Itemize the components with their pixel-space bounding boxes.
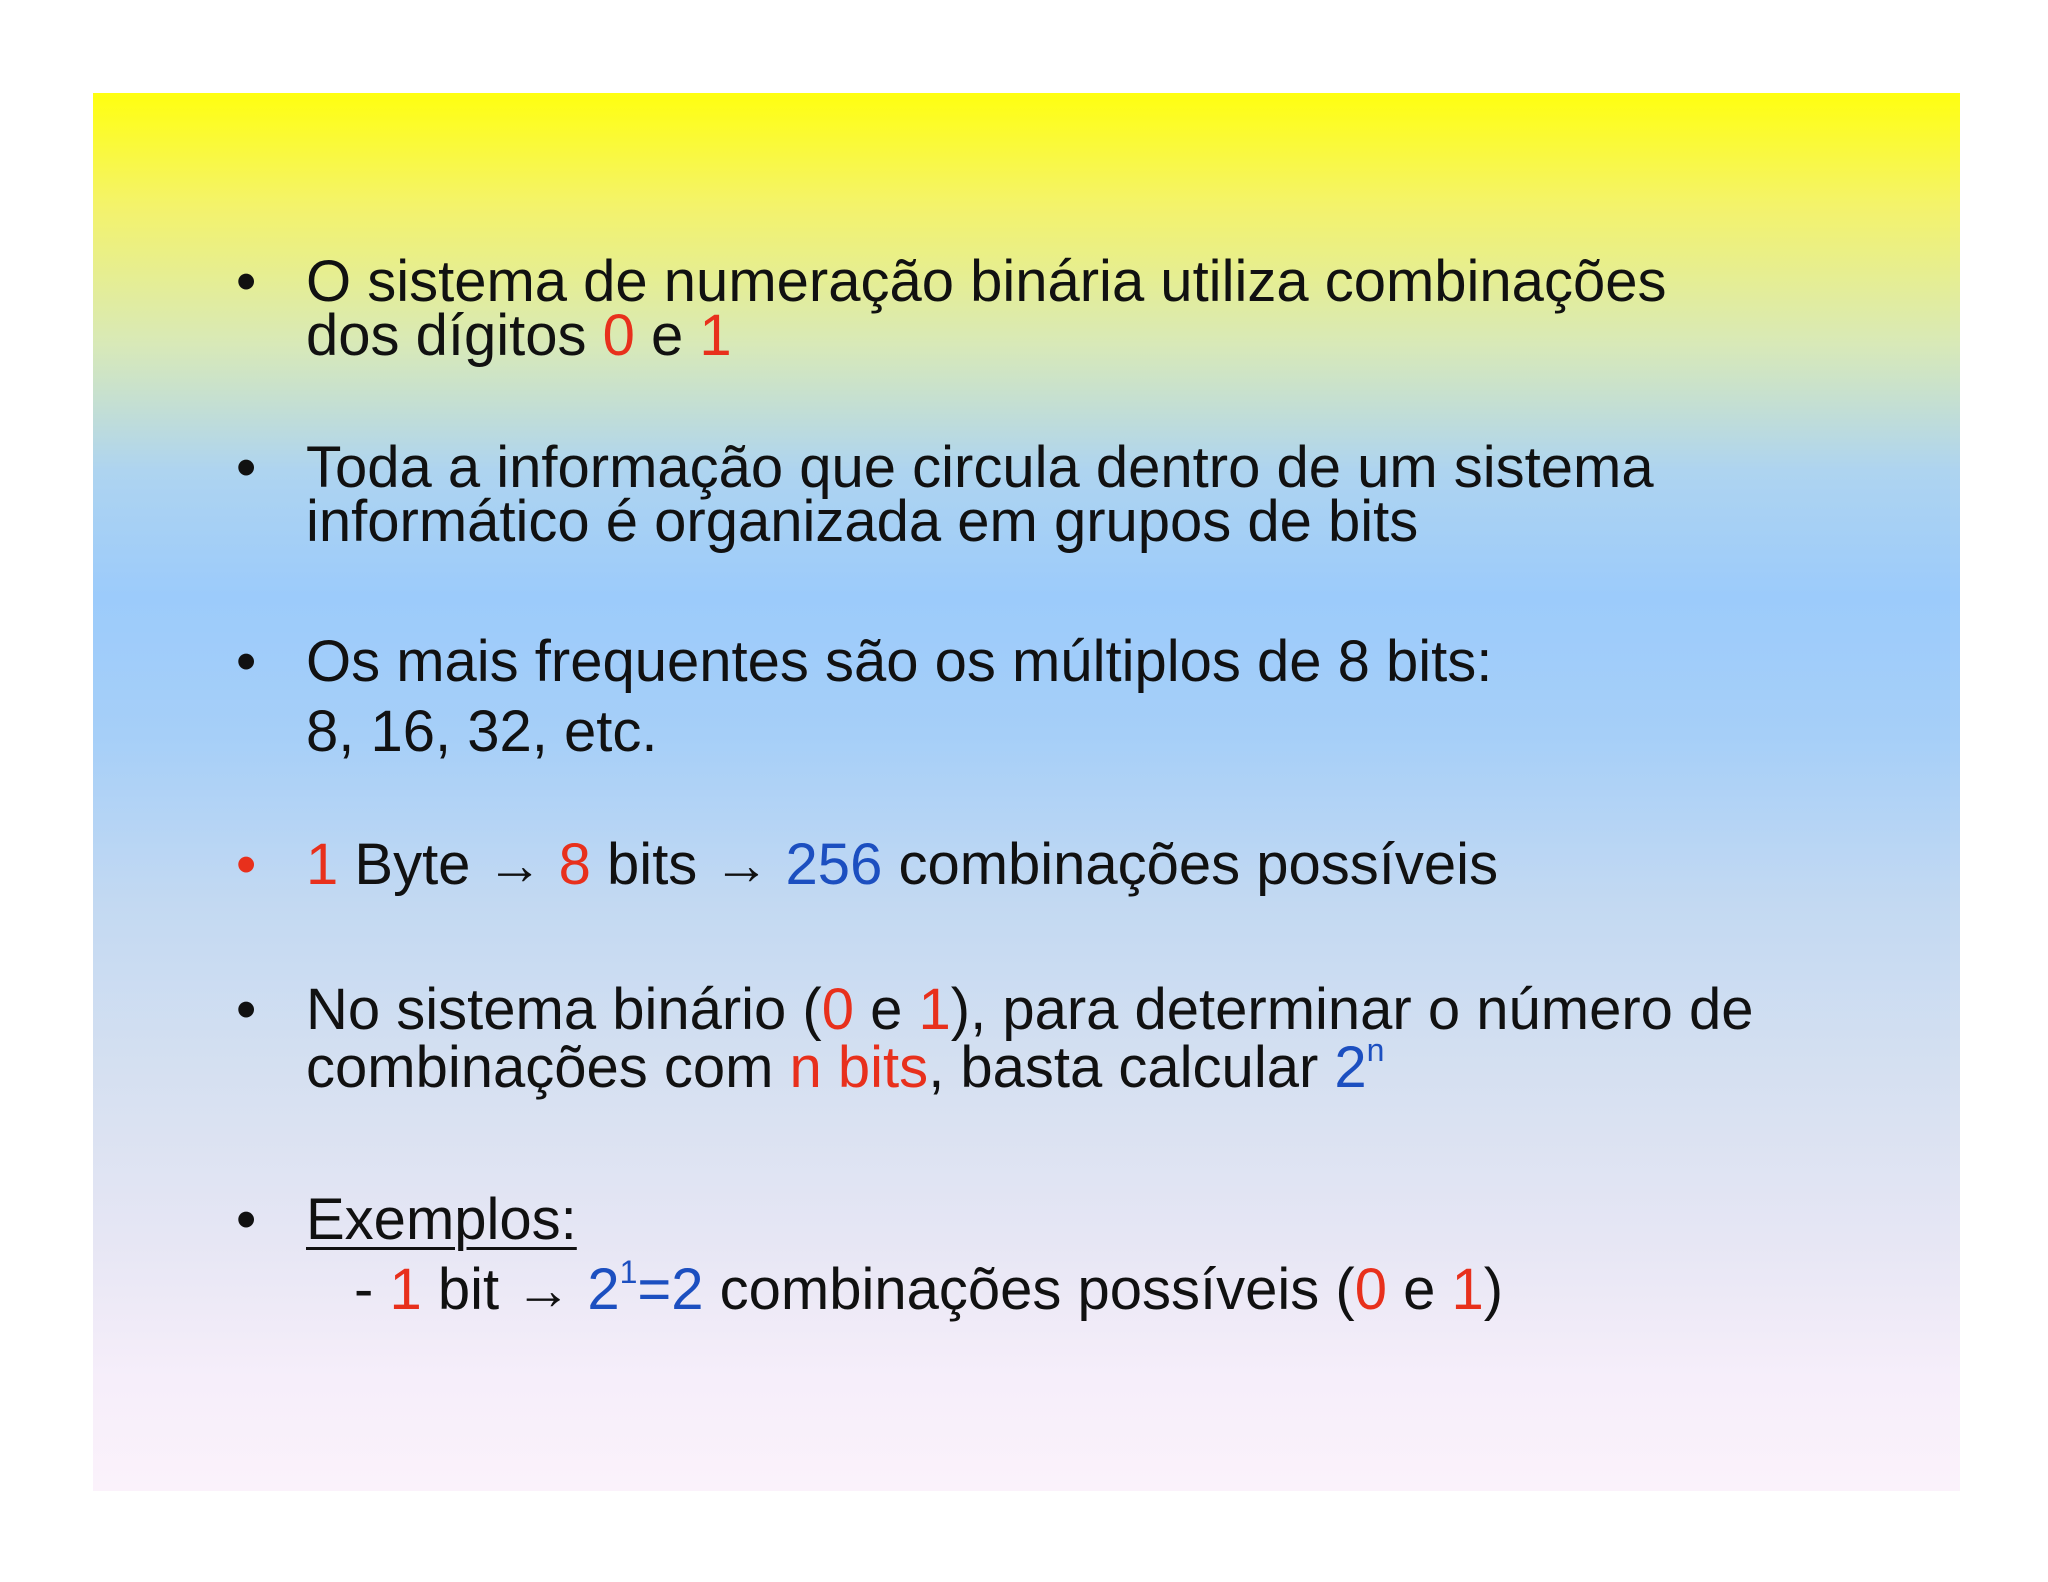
bullet-dot: •: [236, 249, 257, 314]
slide-background: [93, 93, 1960, 1491]
right-arrow-icon: →: [486, 833, 543, 896]
item-text-line: Toda a informação que circula dentro de um sistema: [306, 435, 1654, 500]
digit-zero: 0: [821, 977, 855, 1042]
item-text-line: [306, 1185, 1866, 1255]
bullet-item-binary-system: [236, 249, 1866, 368]
item-text-line: informático é organizada em grupos de bits: [306, 489, 1419, 554]
bullet-item-byte-combinations: [236, 830, 1866, 900]
text-span: ): [1483, 1257, 1504, 1322]
number-one: 1: [389, 1257, 422, 1322]
text-span: bits: [590, 832, 714, 897]
item-text-line: Os mais frequentes são os múltiplos de 8 bits:: [306, 629, 1493, 694]
text-span: e: [634, 303, 700, 368]
right-arrow-icon: →: [515, 1258, 572, 1321]
text-span: e: [854, 977, 919, 1042]
bullet-dot: •: [236, 629, 257, 694]
text-span: e: [1386, 1257, 1452, 1322]
digit-zero: 0: [602, 303, 635, 368]
text-span: combinações possíveis: [882, 832, 1499, 897]
digit-one: 1: [1451, 1257, 1484, 1322]
text-span: bit: [421, 1257, 516, 1322]
bullet-dot: •: [236, 1187, 257, 1252]
digit-zero: 0: [1354, 1257, 1387, 1322]
number-256: 256: [769, 832, 883, 897]
formula-base: 2: [571, 1257, 620, 1322]
formula-result: =2: [637, 1257, 704, 1322]
text-span: No sistema binário (: [306, 977, 822, 1042]
item-text-line: [306, 303, 1866, 368]
text-span: ), para determinar o número de: [950, 977, 1754, 1042]
text-span: combinações com: [306, 1035, 790, 1100]
text-span: combinações possíveis (: [703, 1257, 1355, 1322]
bullet-list: [93, 93, 1960, 1491]
digit-one: 1: [918, 977, 951, 1042]
examples-heading: Exemplos:: [306, 1187, 577, 1252]
bullet-item-multiples-of-eight: [236, 627, 1866, 767]
n-bits-term: n bits: [789, 1035, 929, 1100]
formula-exponent: 1: [619, 1254, 638, 1290]
formula-base: 2: [1334, 1035, 1367, 1100]
bullet-item-examples: [236, 1185, 1866, 1325]
text-span: dos dígitos: [306, 303, 603, 368]
item-text-line: O sistema de numeração binária utiliza combinações: [306, 249, 1667, 314]
bullet-dot: •: [236, 832, 257, 897]
text-span: Byte: [338, 832, 487, 897]
item-text-line: [306, 1032, 1866, 1100]
example-line: [306, 1255, 1866, 1325]
right-arrow-icon: →: [713, 833, 770, 896]
formula-exponent: n: [1366, 1032, 1385, 1068]
bullet-dot: •: [236, 977, 257, 1042]
item-text-line: 8, 16, 32, etc.: [306, 699, 658, 764]
item-text-line: [306, 830, 1866, 900]
bullet-dot: •: [236, 435, 257, 500]
bullet-item-information-bits: [236, 435, 1866, 554]
bullet-item-power-of-two: [236, 977, 1866, 1100]
item-text-line: [306, 977, 1866, 1042]
number-eight: 8: [542, 832, 591, 897]
text-span: -: [354, 1257, 390, 1322]
digit-one: 1: [699, 303, 732, 368]
number-one: 1: [306, 832, 339, 897]
text-span: , basta calcular: [928, 1035, 1335, 1100]
